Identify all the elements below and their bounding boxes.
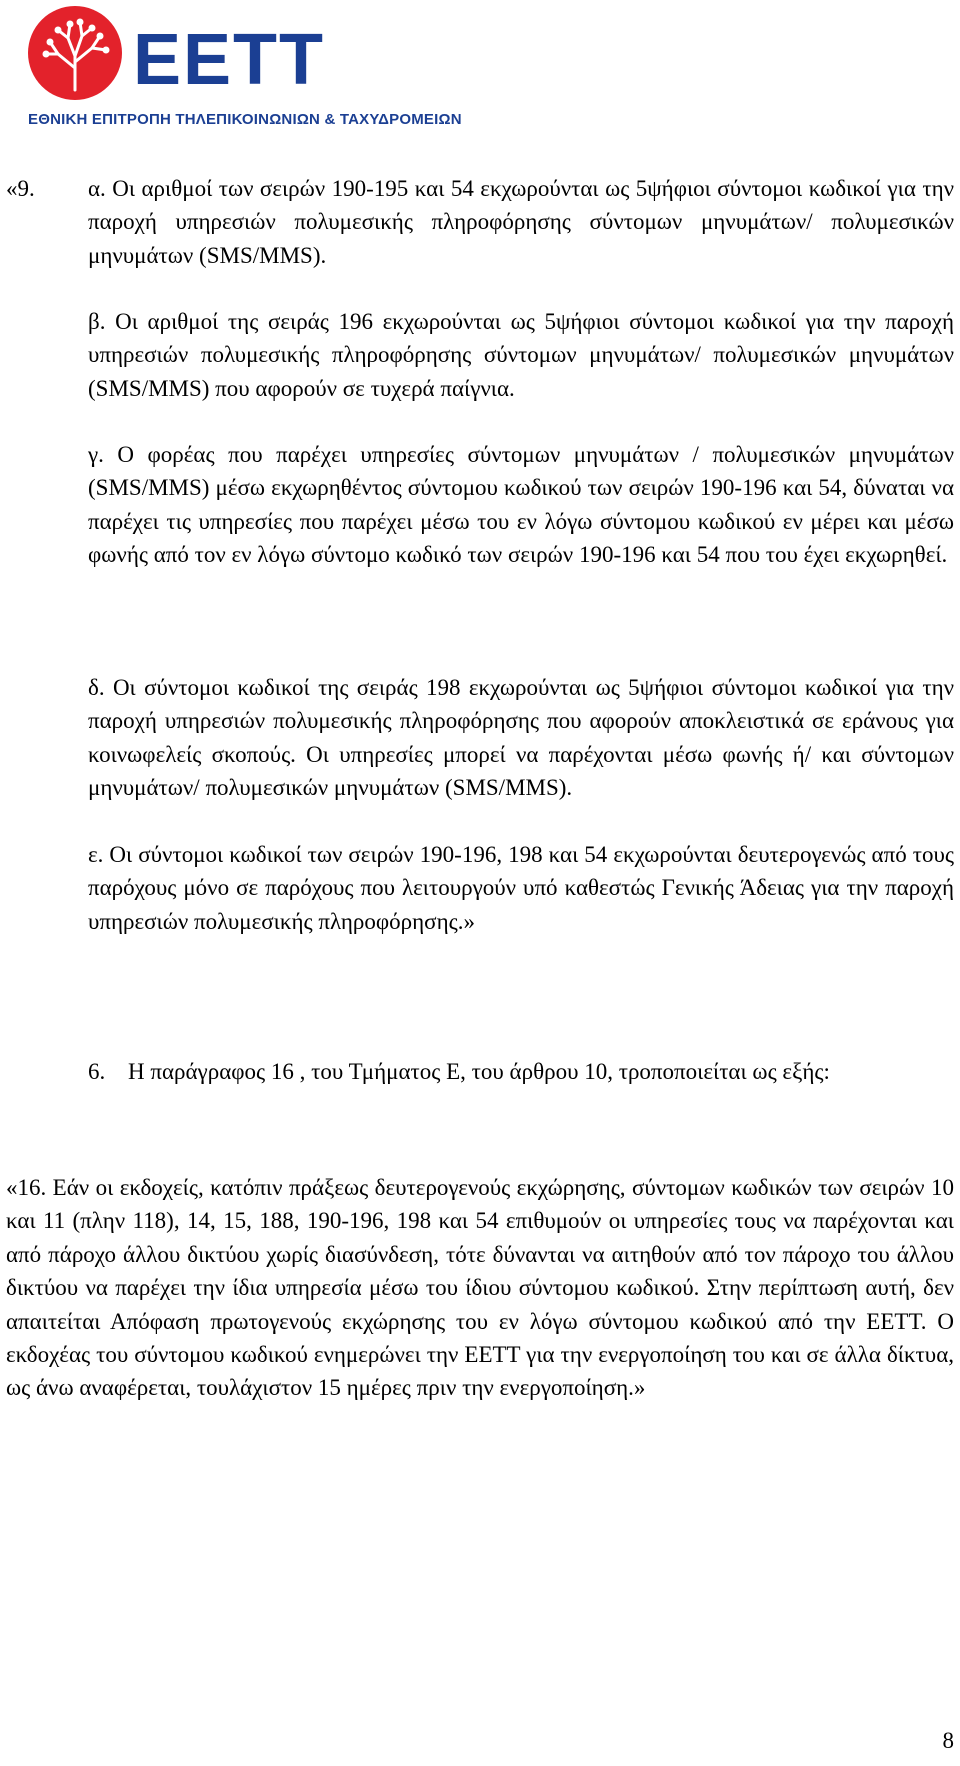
item-6-text: Η παράγραφος 16 , του Τμήματος Ε, του άρθρου 10, τροποποιείται ως εξής: — [128, 1059, 830, 1084]
eett-logo — [28, 6, 462, 136]
logo-subtitle: ΕΘΝΙΚΗ ΕΠΙΤΡΟΠΗ ΤΗΛΕΠΙΚΟΙΝΩΝΙΩΝ & ΤΑΧΥΔΡΟΜΕΙΩΝ — [28, 111, 462, 128]
article-9-number: «9. — [6, 176, 35, 201]
article-9-paragraph-a: α. Οι αριθμοί των σειρών 190-195 και 54 εκχωρούνται ως 5ψήφιοι σύντομοι κωδικοί για την παροχή υπηρεσιών πολυμεσικής πληροφόρησης σύντομων μηνυμάτων/ πολυμεσικών μηνυμάτων (SMS/MMS). — [88, 176, 954, 268]
article-9-paragraph-c: γ. Ο φορέας που παρέχει υπηρεσίες σύντομων μηνυμάτων / πολυμεσικών μηνυμάτων (SMS/MMS) μέσω εκχωρηθέντος σύντομου κωδικού των σειρών 190-196 και 54, δύναται να παρέχει τις υπηρεσίες που παρέχει μέσω του εν λόγω σύντομου κωδικού εν μέρει και μέσω φωνής από τον εν λόγω σύντομο κωδικό των σειρών 190-196 και 54 που του έχει εκχωρηθεί. — [88, 442, 954, 568]
article-9-paragraph-e: ε. Οι σύντομοι κωδικοί των σειρών 190-196, 198 και 54 εκχωρούνται δευτερογενώς από τους παρόχους μόνο σε παρόχους που λειτουργούν υπό καθεστώς Γενικής Άδειας για την παροχή υπηρεσιών πολυμεσικής πληροφόρησης.» — [88, 842, 954, 934]
paragraph-16: «16. Εάν οι εκδοχείς, κατόπιν πράξεως δευτερογενούς εκχώρησης, σύντομων κωδικών των σειρών 10 και 11 (πλην 118), 14, 15, 188, 190-196, 198 και 54 επιθυμούν οι υπηρεσίες τους να παρέχονται και από πάροχο άλλου δικτύου χωρίς διασύνδεση, τότε δύνανται να αιτηθούν από τον πάροχο του άλλου δικτύου να παρέχει την ίδια υπηρεσία μέσω του ίδιου σύντομου κωδικού. Στην περίπτωση αυτή, δεν απαιτείται Απόφαση πρωτογενούς εκχώρησης του εν λόγω σύντομου κωδικού από την ΕΕΤΤ. Ο εκδοχέας του σύντομου κωδικού ενημερώνει την ΕΕΤΤ για την ενεργοποίηση του και σε άλλα δίκτυα, ως άνω αναφέρεται, τουλάχιστον 15 ημέρες πριν την ενεργοποίηση.» — [6, 1175, 954, 1401]
page-number: 8 — [942, 1728, 954, 1753]
article-9-paragraph-d: δ. Οι σύντομοι κωδικοί της σειράς 198 εκχωρούνται ως 5ψήφιοι σύντομοι κωδικοί για την παροχή υπηρεσιών πολυμεσικής πληροφόρησης που αφορούν αποκλειστικά σε εράνους για κοινωφελείς σκοπούς. Οι υπηρεσίες μπορεί να παρέχονται μέσω φωνής ή/ και σύντομων μηνυμάτων/ πολυμεσικών μηνυμάτων (SMS/MMS). — [88, 675, 954, 801]
logo-wordmark: EETT — [133, 20, 326, 100]
item-6-number: 6. — [88, 1059, 106, 1084]
eett-logo-graphic — [28, 6, 358, 116]
article-9-paragraph-b: β. Οι αριθμοί της σειράς 196 εκχωρούνται ως 5ψήφιοι σύντομοι κωδικοί για την παροχή υπηρεσιών πολυμεσικής πληροφόρησης σύντομων μηνυμάτων/ πολυμεσικών μηνυμάτων (SMS/MMS) που αφορούν σε τυχερά παίγνια. — [88, 309, 954, 401]
